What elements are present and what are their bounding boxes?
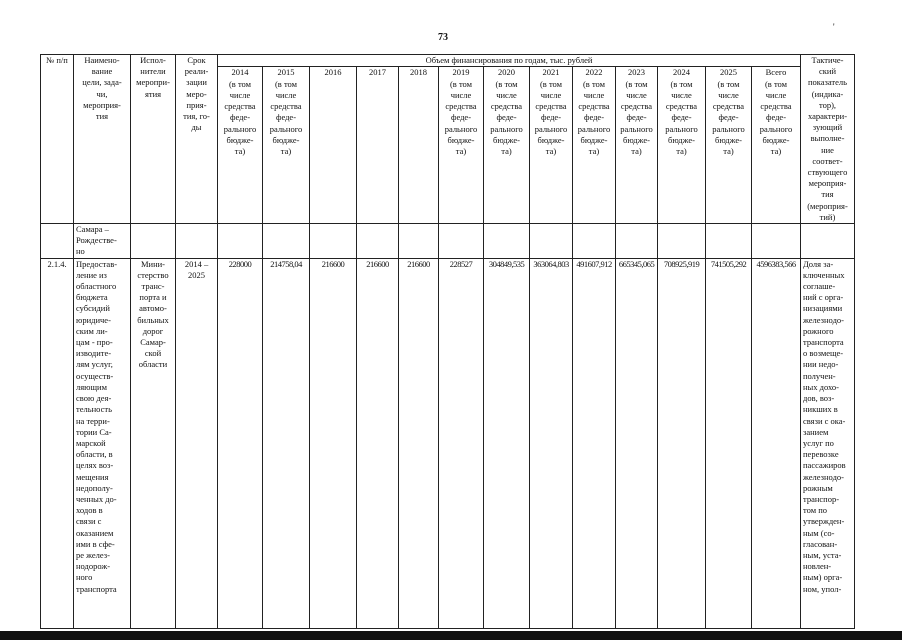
year-note: (в том числе средства феде- рального бюдже- та) [490,78,523,156]
row-name: Предостав- ление из областного бюджета субсидий юридиче- ским ли- цам - про- изводите- лям услуг, осуществ- ляющим свою дея- тельность на терри- тории Са- марской области, в целях воз- мещения недополу- ченных до- ходов в связи с оказанием ими в сфе- ре желез- нодорож- ного транспорта [74,258,131,628]
row-indicator: Доля за- ключенных соглаше- ний с орга- низациями железнодо- рожного транспорта о возмеще- нии недо- получен- ных дохо- дов, воз- никших в связи с ока- занием услуг по перевозке пассажиров железнодо- рожным транспор- том по утвержден- ным (со- гласован- ным, уста- новлен- ным) орга- ном, упол- [801,258,855,628]
value-total: 4596383,566 [752,258,801,628]
header-funding: Объем финансирования по годам, тыс. рублей [218,55,801,67]
year-note: (в том числе средства феде- рального бюдже- та) [620,78,653,156]
row-term: 2014 – 2025 [176,258,218,628]
cell [176,224,218,259]
continuation-text: Самара – Рождестве- но [74,224,131,259]
corner-mark: ' [833,22,835,32]
header-num: № п/п [41,55,74,224]
cell [263,224,310,259]
cell [616,224,658,259]
cell [801,224,855,259]
year-label: 2019 [452,67,470,78]
cell [399,224,439,259]
value-2018: 216600 [399,258,439,628]
year-label: 2024 [673,67,690,78]
bottom-scan-border [0,631,902,640]
year-header [310,67,357,224]
value-2020: 304849,535 [484,258,530,628]
year-label: Всего [765,67,787,78]
year-header [752,67,801,224]
cell [706,224,752,259]
year-header [439,67,484,224]
year-header [573,67,616,224]
year-label: 2021 [542,67,560,78]
value-2016: 216600 [310,258,357,628]
header-executor: Испол- нители меропри- ятия [131,55,176,224]
funding-table [40,54,855,629]
year-label: 2016 [324,67,342,78]
cell [357,224,399,259]
row-number: 2.1.4. [41,258,74,628]
header-indicator: Тактиче- ский показатель (индика- тор), характери- зующий выполне- ние соответ- ствующего мероприя- тия (мероприя- тий) [801,55,855,224]
year-note: (в том числе средства феде- рального бюдже- та) [759,78,793,156]
cell [310,224,357,259]
year-header [357,67,399,224]
year-header [218,67,263,224]
year-header [530,67,573,224]
year-header [263,67,310,224]
value-2019: 228527 [439,258,484,628]
cell [439,224,484,259]
continuation-row [41,224,855,259]
value-2017: 216600 [357,258,399,628]
year-header [399,67,439,224]
year-header [616,67,658,224]
header-term: Срок реали- зации меро- прия- тия, го- ды [176,55,218,224]
year-note: (в том числе средства феде- рального бюдже- та) [665,78,698,156]
cell [658,224,706,259]
year-note: (в том числе средства феде- рального бюдже- та) [712,78,745,156]
page-number: 73 [438,32,448,43]
year-label: 2018 [410,67,427,78]
year-label: 2023 [628,67,645,78]
year-label: 2014 [231,67,249,78]
value-2025: 741505,292 [706,258,752,628]
header-row-top [41,55,855,67]
cell [41,224,74,259]
row-executor: Мини- стерство транс- порта и автомо- бильных дорог Самар- ской области [131,258,176,628]
header-name: Наимено- вание цели, зада- чи, мероприя- тия [74,55,131,224]
value-2024: 708925,919 [658,258,706,628]
value-2021: 363064,803 [530,258,573,628]
value-2014: 228000 [218,258,263,628]
year-label: 2025 [720,67,737,78]
year-header [484,67,530,224]
cell [752,224,801,259]
value-2015: 214758,04 [263,258,310,628]
cell [131,224,176,259]
year-label: 2022 [585,67,603,78]
year-header [706,67,752,224]
year-note: (в том числе средства феде- рального бюдже- та) [444,78,478,156]
cell [573,224,616,259]
value-2023: 665345,065 [616,258,658,628]
year-note: (в том числе средства феде- рального бюдже- та) [577,78,611,156]
cell [218,224,263,259]
cell [530,224,573,259]
year-note: (в том числе средства феде- рального бюдже- та) [269,78,303,156]
value-2022: 491607,912 [573,258,616,628]
table-row [41,258,855,628]
year-note: (в том числе средства феде- рального бюдже- та) [223,78,257,156]
year-label: 2020 [498,67,515,78]
year-note: (в том числе средства феде- рального бюдже- та) [534,78,568,156]
year-label: 2017 [369,67,386,78]
year-header [658,67,706,224]
year-label: 2015 [277,67,295,78]
cell [484,224,530,259]
